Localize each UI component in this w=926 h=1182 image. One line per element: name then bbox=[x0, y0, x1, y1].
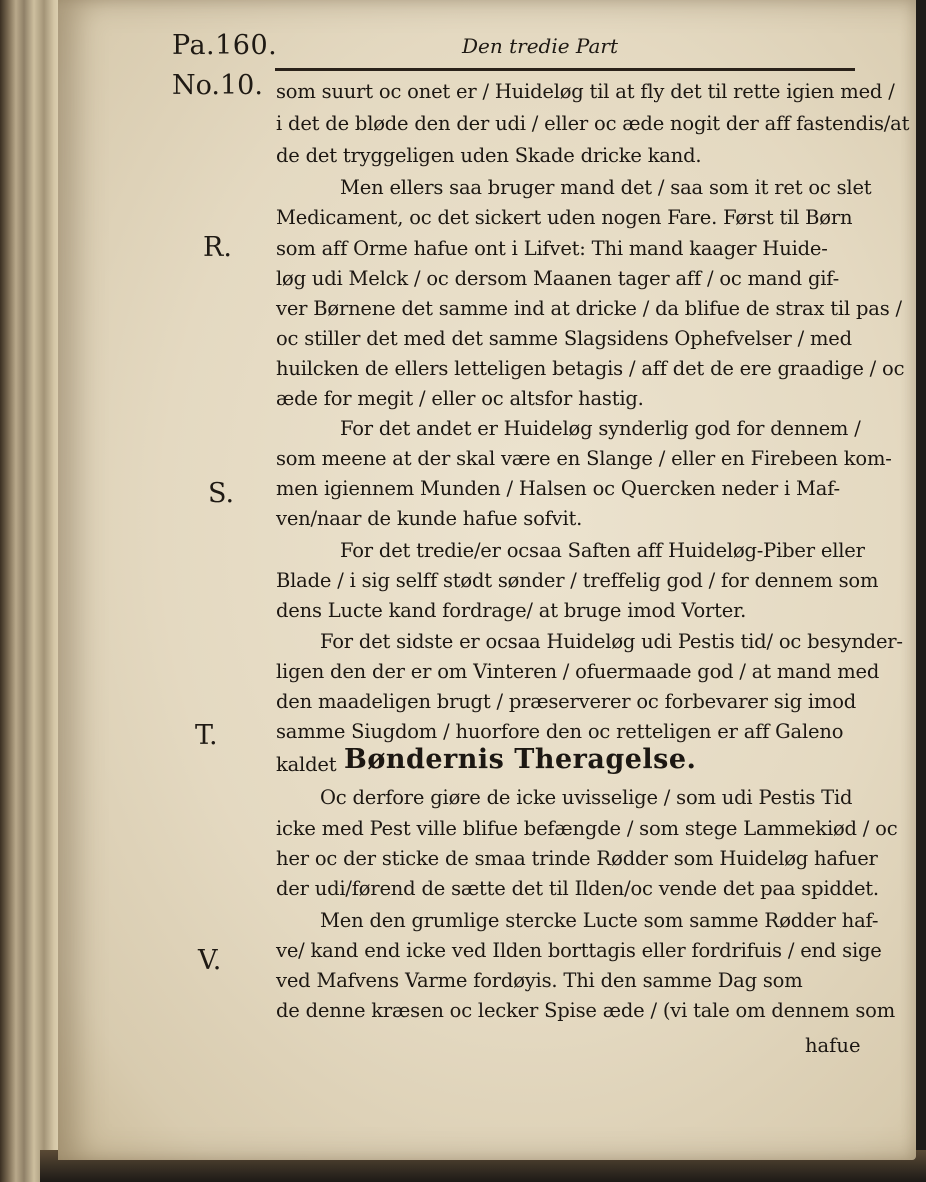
margin-letter-v: V. bbox=[198, 945, 222, 976]
text-line: samme Siugdom / huorfore den oc retteligen er aff Galeno bbox=[276, 720, 844, 743]
text-line: som aff Orme hafue ont i Lifvet: Thi mand kaager Huide- bbox=[276, 237, 828, 260]
text-line: æde for megit / eller oc altsfor hastig. bbox=[276, 387, 644, 410]
text-line: i det de bløde den der udi / eller oc æde nogit der aff fastendis/at bbox=[276, 112, 910, 135]
text-line: de det tryggeligen uden Skade dricke kand. bbox=[276, 144, 702, 167]
text-line: ligen den der er om Vinteren / ofuermaade god / at mand med bbox=[276, 660, 880, 683]
emphasized-title: Bøndernis Theragelse. bbox=[344, 744, 697, 775]
text-line: For det tredie/er ocsaa Saften aff Huideløg-Piber eller bbox=[340, 539, 865, 562]
text-line: For det andet er Huideløg synderlig god for dennem / bbox=[340, 417, 861, 440]
text-line: men igiennem Munden / Halsen oc Quercken neder i Maf- bbox=[276, 477, 840, 500]
text-line: den maadeligen brugt / præserverer oc forbevarer sig imod bbox=[276, 690, 857, 713]
catchword: hafue bbox=[805, 1034, 861, 1057]
text-line: som suurt oc onet er / Huideløg til at fly det til rette igien med / bbox=[276, 80, 895, 103]
header-rule bbox=[275, 68, 855, 71]
text-line: huilcken de ellers letteligen betagis / aff det de ere graadige / oc bbox=[276, 357, 905, 380]
text-line: ven/naar de kunde hafue sofvit. bbox=[276, 507, 583, 530]
margin-letter-s: S. bbox=[208, 478, 235, 509]
text-line: Oc derfore giøre de icke uvisselige / som udi Pestis Tid bbox=[320, 786, 853, 809]
text-line: ve/ kand end icke ved Ilden borttagis eller fordrifuis / end sige bbox=[276, 939, 882, 962]
text-line: ver Børnene det samme ind at dricke / da blifue de strax til pas / bbox=[276, 297, 902, 320]
book-binding-edge bbox=[0, 0, 62, 1182]
text-line: Men ellers saa bruger mand det / saa som it ret oc slet bbox=[340, 176, 872, 199]
text-line: kaldet bbox=[276, 753, 337, 776]
text-line: oc stiller det med det samme Slagsidens Ophefvelser / med bbox=[276, 327, 852, 350]
text-line: For det sidste er ocsaa Huideløg udi Pestis tid/ oc besynder- bbox=[320, 630, 903, 653]
text-line: Medicament, oc det sickert uden nogen Fare. Først til Børn bbox=[276, 206, 853, 229]
margin-letter-t: T. bbox=[195, 720, 218, 751]
text-line: Men den grumlige stercke Lucte som samme Rødder haf- bbox=[320, 909, 879, 932]
text-line: ved Mafvens Varme fordøyis. Thi den samme Dag som bbox=[276, 969, 803, 992]
text-line: de denne kræsen oc lecker Spise æde / (vi tale om dennem som bbox=[276, 999, 895, 1022]
text-line: som meene at der skal være en Slange / eller en Firebeen kom- bbox=[276, 447, 892, 470]
text-line: icke med Pest ville blifue befængde / som stege Lammekiød / oc bbox=[276, 817, 898, 840]
text-line: der udi/førend de sætte det til Ilden/oc vende det paa spiddet. bbox=[276, 877, 879, 900]
running-title: Den tredie Part bbox=[461, 34, 618, 58]
margin-letter-r: R. bbox=[203, 232, 232, 263]
text-line: Blade / i sig selff stødt sønder / treffelig god / for dennem som bbox=[276, 569, 879, 592]
page-number: Pa.160. bbox=[172, 30, 278, 61]
text-line: løg udi Melck / oc dersom Maanen tager aff / oc mand gif- bbox=[276, 267, 839, 290]
text-line: dens Lucte kand fordrage/ at bruge imod Vorter. bbox=[276, 599, 747, 622]
margin-number: No.10. bbox=[172, 70, 263, 101]
text-line: her oc der sticke de smaa trinde Rødder som Huideløg hafuer bbox=[276, 847, 878, 870]
